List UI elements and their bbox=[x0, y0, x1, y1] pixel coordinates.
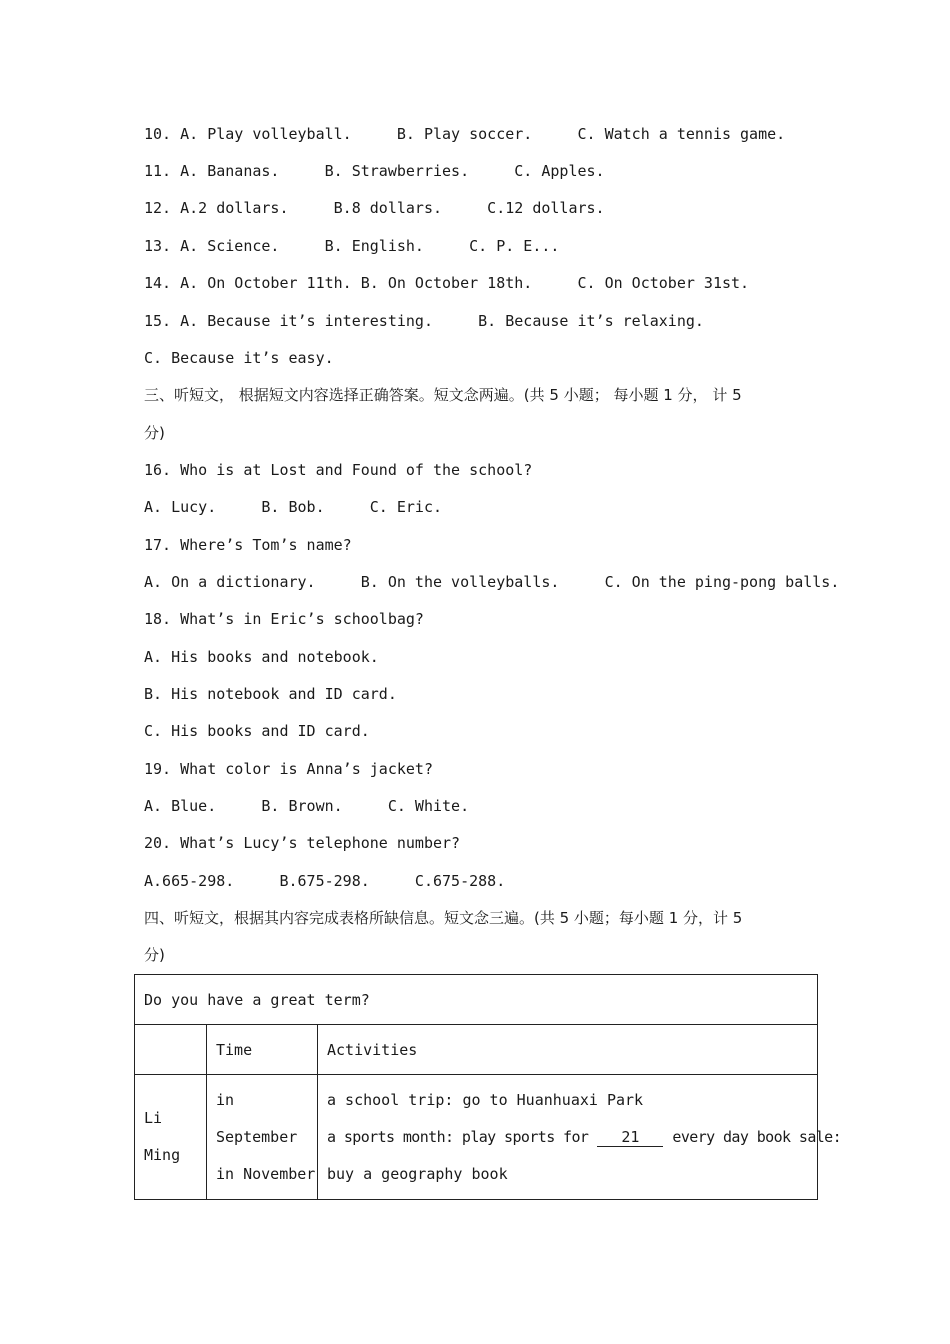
question-10: 10. A. Play volleyball. B. Play soccer. C. Watch a tennis game. bbox=[144, 125, 786, 143]
table-cell-activities bbox=[318, 1075, 842, 1200]
question-16: 16. Who is at Lost and Found of the school? bbox=[144, 461, 533, 479]
time-line-1: in bbox=[216, 1090, 235, 1109]
question-15: 15. A. Because it’s interesting. B. Because it’s relaxing. bbox=[144, 312, 704, 330]
question-13: 13. A. Science. B. English. C. P. E... bbox=[144, 237, 560, 255]
question-19-options: A. Blue. B. Brown. C. White. bbox=[144, 797, 470, 815]
question-18-option-c: C. His books and ID card. bbox=[144, 722, 370, 740]
question-19: 19. What color is Anna’s jacket? bbox=[144, 760, 433, 778]
term-activities-table bbox=[134, 974, 842, 1200]
question-20-options: A.665-298. B.675-298. C.675-288. bbox=[144, 872, 506, 890]
section-4-heading-cont: 分) bbox=[144, 946, 165, 964]
table-header-activities: Activities bbox=[318, 1025, 818, 1075]
table-cell-name bbox=[135, 1075, 207, 1200]
time-line-2: September bbox=[216, 1127, 298, 1146]
table-cell-time bbox=[207, 1075, 318, 1200]
activity-line-2-post: every day book sale: bbox=[672, 1127, 842, 1146]
time-line-3: in November bbox=[216, 1164, 316, 1183]
question-17-options: A. On a dictionary. B. On the volleyballs. C. On the ping-pong balls. bbox=[144, 573, 840, 591]
question-18-option-a: A. His books and notebook. bbox=[144, 648, 379, 666]
answer-blank-21[interactable]: 21 bbox=[597, 1129, 663, 1147]
activity-line-2 bbox=[327, 1119, 842, 1156]
question-11: 11. A. Bananas. B. Strawberries. C. Apples. bbox=[144, 162, 605, 180]
question-20: 20. What’s Lucy’s telephone number? bbox=[144, 834, 461, 852]
name-line-1: Li bbox=[144, 1109, 163, 1127]
activity-line-1: a school trip: go to Huanhuaxi Park bbox=[327, 1090, 644, 1109]
table-header-empty bbox=[135, 1025, 207, 1075]
question-16-options: A. Lucy. B. Bob. C. Eric. bbox=[144, 498, 443, 516]
question-14: 14. A. On October 11th. B. On October 18th. C. On October 31st. bbox=[144, 274, 750, 292]
table-header-time: Time bbox=[207, 1025, 318, 1075]
question-15-option-c: C. Because it’s easy. bbox=[144, 349, 334, 367]
question-12: 12. A.2 dollars. B.8 dollars. C.12 dollars. bbox=[144, 199, 605, 217]
section-3-heading-cont: 分) bbox=[144, 424, 165, 442]
question-17: 17. Where’s Tom’s name? bbox=[144, 536, 352, 554]
question-18-option-b: B. His notebook and ID card. bbox=[144, 685, 397, 703]
activity-line-2-pre: a sports month: play sports for bbox=[327, 1127, 589, 1146]
table-title: Do you have a great term? bbox=[135, 975, 818, 1025]
question-18: 18. What’s in Eric’s schoolbag? bbox=[144, 610, 424, 628]
name-line-2: Ming bbox=[144, 1146, 181, 1164]
section-4-heading: 四、听短文，根据其内容完成表格所缺信息。短文念三遍。(共 5 小题；每小题 1 分，计 5 bbox=[144, 909, 743, 927]
section-3-heading: 三、听短文， 根据短文内容选择正确答案。短文念两遍。(共 5 小题； 每小题 1 分， 计 5 bbox=[144, 386, 742, 404]
activity-line-3: buy a geography book bbox=[327, 1164, 508, 1183]
